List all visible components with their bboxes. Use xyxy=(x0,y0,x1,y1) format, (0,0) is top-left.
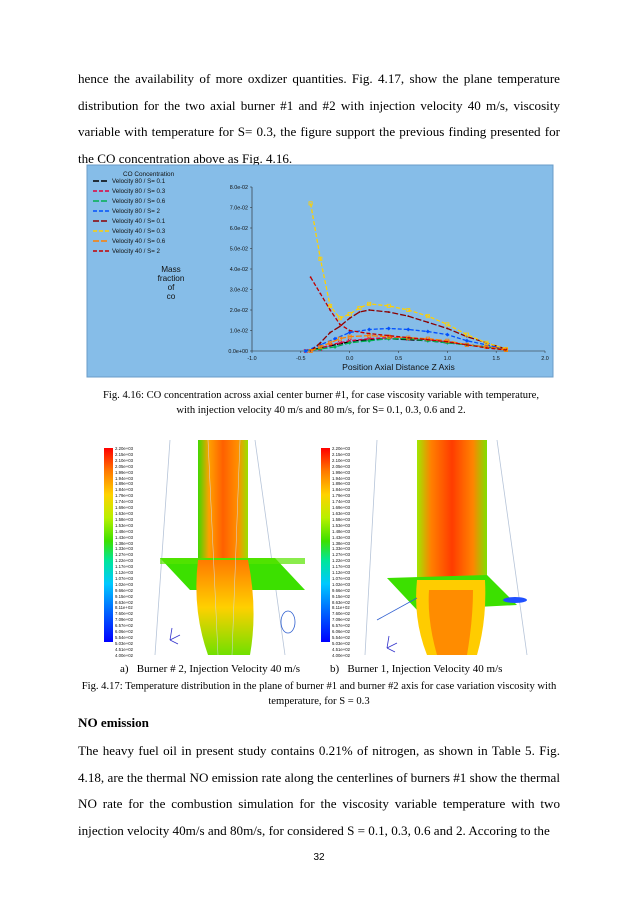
colorbar-tick-label: 5.54e+02 xyxy=(332,635,351,640)
colorbar-tick-label: 1.58e+03 xyxy=(115,516,134,522)
colorbar-tick-label: 1.74e+03 xyxy=(115,499,134,505)
colorbar-tick-label: 9.66e+02 xyxy=(332,587,351,593)
colorbar-tick-label: 1.07e+03 xyxy=(332,575,351,581)
x-tick-label: 1.5 xyxy=(492,356,500,362)
colorbar-tick-label: 2.05e+03 xyxy=(115,463,134,469)
colorbar-tick-label: 5.54e+02 xyxy=(115,635,134,640)
colorbar-tick-label: 1.89e+03 xyxy=(332,481,351,487)
colorbar-tick-label: 4.51e+02 xyxy=(332,646,351,652)
colorbar-tick-label: 1.02e+03 xyxy=(332,581,351,587)
colorbar-tick-label: 1.99e+03 xyxy=(115,469,134,475)
legend-entry: Velocity 40 / S= 2 xyxy=(112,248,160,255)
colorbar-tick-label: 1.27e+03 xyxy=(332,552,351,558)
data-point xyxy=(368,333,370,335)
legend-entry: Velocity 80 / S= 0.1 xyxy=(112,178,166,185)
data-point xyxy=(339,326,341,328)
colorbar-tick-label: 7.09e+02 xyxy=(115,617,134,623)
colorbar-tick-label: 1.89e+03 xyxy=(115,481,134,487)
y-tick-label: 3.0e-02 xyxy=(229,287,248,294)
y-tick-label: 7.0e-02 xyxy=(229,205,248,212)
data-point xyxy=(329,332,331,334)
x-tick-label: -1.0 xyxy=(247,356,257,362)
colorbar-tick-label: 1.02e+03 xyxy=(115,581,134,587)
caption-fig-4-16: Fig. 4.16: CO concentration across axial center burner #1, for case viscosity variable with temperature, with injection velocity 40 m/s and 80 m/s, for S= 0.1, 0.3, 0.6 and 2. xyxy=(103,390,539,416)
colorbar-tick-label: 1.38e+03 xyxy=(115,540,134,546)
y-tick-label: 2.0e-02 xyxy=(229,308,248,314)
colorbar-tick-label: 7.09e+02 xyxy=(332,617,351,623)
colorbar-tick-label: 1.58e+03 xyxy=(332,516,351,522)
y-tick-label: 1.0e-02 xyxy=(229,328,248,335)
data-point xyxy=(407,315,409,317)
colorbar-tick-label: 1.69e+03 xyxy=(332,505,351,511)
colorbar-tick-label: 4.51e+02 xyxy=(115,646,134,652)
legend-entry: Velocity 80 / S= 0.3 xyxy=(112,188,166,195)
data-point xyxy=(359,311,361,313)
colorbar-tick-label: 1.17e+03 xyxy=(115,564,134,570)
colorbar-tick-label: 2.10e+03 xyxy=(332,457,351,463)
data-point xyxy=(407,337,409,339)
paragraph-intro: hence the availability of more oxdizer quantities. Fig. 4.17, show the plane temperature distribution for the two axial burner #1 and #2 with injection velocity 40 m/s, viscosity variable with temperature for S= 0.3, the figure support the previous finding presented for the CO concentration above as Fig. 4.16. xyxy=(78,71,560,166)
legend-entry: Velocity 40 / S= 0.6 xyxy=(112,238,166,245)
x-tick-label: 2.0 xyxy=(541,356,549,362)
colorbar-tick-label: 1.79e+03 xyxy=(332,493,351,499)
colorbar-tick-label: 9.15e+02 xyxy=(332,593,351,599)
y-axis-label-line: Mass xyxy=(161,265,181,274)
colorbar-tick-label: 8.11e+02 xyxy=(332,605,350,611)
colorbar-tick-label: 1.43e+03 xyxy=(332,534,351,540)
colorbar-tick-label: 1.48e+03 xyxy=(332,528,351,534)
colorbar-tick-label: 1.63e+03 xyxy=(115,510,134,516)
colorbar-tick-label: 1.99e+03 xyxy=(332,469,351,475)
colorbar-tick-label: 4.00e+02 xyxy=(115,652,134,658)
colorbar-tick-label: 1.12e+03 xyxy=(332,570,351,576)
colorbar-labels xyxy=(115,446,159,659)
data-point xyxy=(466,344,468,346)
data-point xyxy=(339,323,341,325)
x-tick-label: -0.5 xyxy=(296,356,306,362)
colorbar-tick-label: 1.84e+03 xyxy=(332,487,351,493)
colorbar-tick-label: 1.33e+03 xyxy=(332,546,351,552)
paragraph-no-emission: The heavy fuel oil in present study contains 0.21% of nitrogen, as shown in Table 5. Fig. 4.18, are the thermal NO emission rate along the centerlines of burners #1 show the thermal NO rate for the combustion simulation for the viscosity variable temperature with two injection velocity 40m/s and 80m/s, for considered S = 0.1, 0.3, 0.6 and 2. Accoring to the xyxy=(78,743,560,838)
x-tick-label: 0.0 xyxy=(345,356,354,362)
colorbar-labels xyxy=(332,446,376,659)
co-concentration-chart xyxy=(87,165,553,377)
x-tick-label: 0.5 xyxy=(394,356,403,362)
data-point xyxy=(427,339,429,341)
colorbar-tick-label: 6.06e+02 xyxy=(115,629,134,635)
colorbar-tick-label: 1.94e+03 xyxy=(332,475,351,481)
subcaption-b: b) Burner 1, Injection Velocity 40 m/s xyxy=(330,663,503,675)
colorbar-tick-label: 1.69e+03 xyxy=(115,505,134,511)
legend-title: CO Concentration xyxy=(123,171,175,178)
colorbar-tick-label: 1.53e+03 xyxy=(115,522,134,528)
colorbar-tick-label: 2.20e+03 xyxy=(115,446,134,451)
y-tick-label: 5.0e-02 xyxy=(229,246,248,253)
data-point xyxy=(349,330,351,332)
data-point xyxy=(329,309,331,311)
y-tick-label: 4.0e-02 xyxy=(229,267,248,273)
colorbar-tick-label: 7.60e+02 xyxy=(332,611,351,617)
colorbar-tick-label: 7.60e+02 xyxy=(115,611,134,617)
temperature-contour-burner-1 xyxy=(317,440,545,658)
colorbar-tick-label: 2.10e+03 xyxy=(115,457,134,463)
y-axis-label-line: of xyxy=(167,283,175,292)
colorbar-tick-label: 2.15e+03 xyxy=(115,451,134,457)
y-tick-label: 6.0e-02 xyxy=(229,226,248,232)
legend-entry: Velocity 40 / S= 0.1 xyxy=(112,218,166,225)
colorbar xyxy=(104,448,113,642)
colorbar xyxy=(321,448,330,642)
colorbar-tick-label: 1.63e+03 xyxy=(332,510,351,516)
x-tick-label: 1.0 xyxy=(443,356,452,362)
y-tick-label: 0.0e+00 xyxy=(228,349,248,355)
colorbar-tick-label: 1.43e+03 xyxy=(115,534,134,540)
section-heading-no-emission: NO emission xyxy=(78,715,149,730)
page-number: 32 xyxy=(313,852,325,863)
legend-entry: Velocity 80 / S= 0.6 xyxy=(112,198,166,205)
data-point xyxy=(388,335,390,337)
colorbar-tick-label: 9.15e+02 xyxy=(115,593,134,599)
colorbar-tick-label: 2.15e+03 xyxy=(332,451,351,457)
data-point xyxy=(446,341,448,343)
data-point xyxy=(319,342,321,344)
colorbar-tick-label: 2.05e+03 xyxy=(332,463,351,469)
x-axis-label: Position Axial Distance Z Axis xyxy=(342,362,455,372)
colorbar-tick-label: 1.17e+03 xyxy=(332,564,351,570)
data-point xyxy=(486,347,488,349)
colorbar-tick-label: 8.63e+02 xyxy=(332,599,351,605)
colorbar-tick-label: 1.22e+03 xyxy=(332,558,351,564)
data-point xyxy=(310,276,312,278)
colorbar-tick-label: 1.79e+03 xyxy=(115,493,134,499)
temperature-contour-burner-2 xyxy=(100,440,309,658)
colorbar-tick-label: 6.57e+02 xyxy=(115,623,134,629)
y-axis-label-line: co xyxy=(166,292,176,301)
data-point xyxy=(446,328,448,330)
colorbar-tick-label: 5.03e+02 xyxy=(115,640,134,646)
data-point xyxy=(368,309,370,311)
colorbar-tick-label: 1.53e+03 xyxy=(332,522,351,528)
data-point xyxy=(388,311,390,313)
data-point xyxy=(505,349,507,351)
colorbar-tick-label: 6.57e+02 xyxy=(332,623,351,629)
data-point xyxy=(349,317,351,319)
y-axis-label-line: fraction xyxy=(157,274,185,283)
y-tick-label: 8.0e-02 xyxy=(229,185,248,191)
subcaption-a: a) Burner # 2, Injection Velocity 40 m/s xyxy=(120,663,301,675)
colorbar-tick-label: 6.06e+02 xyxy=(332,629,351,635)
colorbar-tick-label: 1.22e+03 xyxy=(115,558,134,564)
colorbar-tick-label: 1.38e+03 xyxy=(332,540,351,546)
data-point xyxy=(427,321,429,323)
data-point xyxy=(319,293,321,295)
colorbar-tick-label: 1.07e+03 xyxy=(115,575,134,581)
legend-entry: Velocity 40 / S= 0.3 xyxy=(112,228,166,235)
colorbar-tick-label: 2.20e+03 xyxy=(332,446,351,451)
colorbar-tick-label: 1.27e+03 xyxy=(115,552,134,558)
colorbar-tick-label: 8.63e+02 xyxy=(115,599,134,605)
colorbar-tick-label: 1.74e+03 xyxy=(332,499,351,505)
caption-fig-4-17: Fig. 4.17: Temperature distribution in the plane of burner #1 and burner #2 axis for case variation viscosity with temperature, for S = 0.3 xyxy=(81,681,557,707)
colorbar-tick-label: 1.12e+03 xyxy=(115,570,134,576)
legend-entry: Velocity 80 / S= 2 xyxy=(112,208,160,215)
colorbar-tick-label: 5.03e+02 xyxy=(332,640,351,646)
colorbar-tick-label: 1.94e+03 xyxy=(115,475,134,481)
colorbar-tick-label: 1.48e+03 xyxy=(115,528,134,534)
colorbar-tick-label: 8.11e+02 xyxy=(115,605,133,611)
colorbar-tick-label: 4.00e+02 xyxy=(332,652,351,658)
colorbar-tick-label: 9.66e+02 xyxy=(115,587,134,593)
colorbar-tick-label: 1.84e+03 xyxy=(115,487,134,493)
colorbar-tick-label: 1.33e+03 xyxy=(115,546,134,552)
